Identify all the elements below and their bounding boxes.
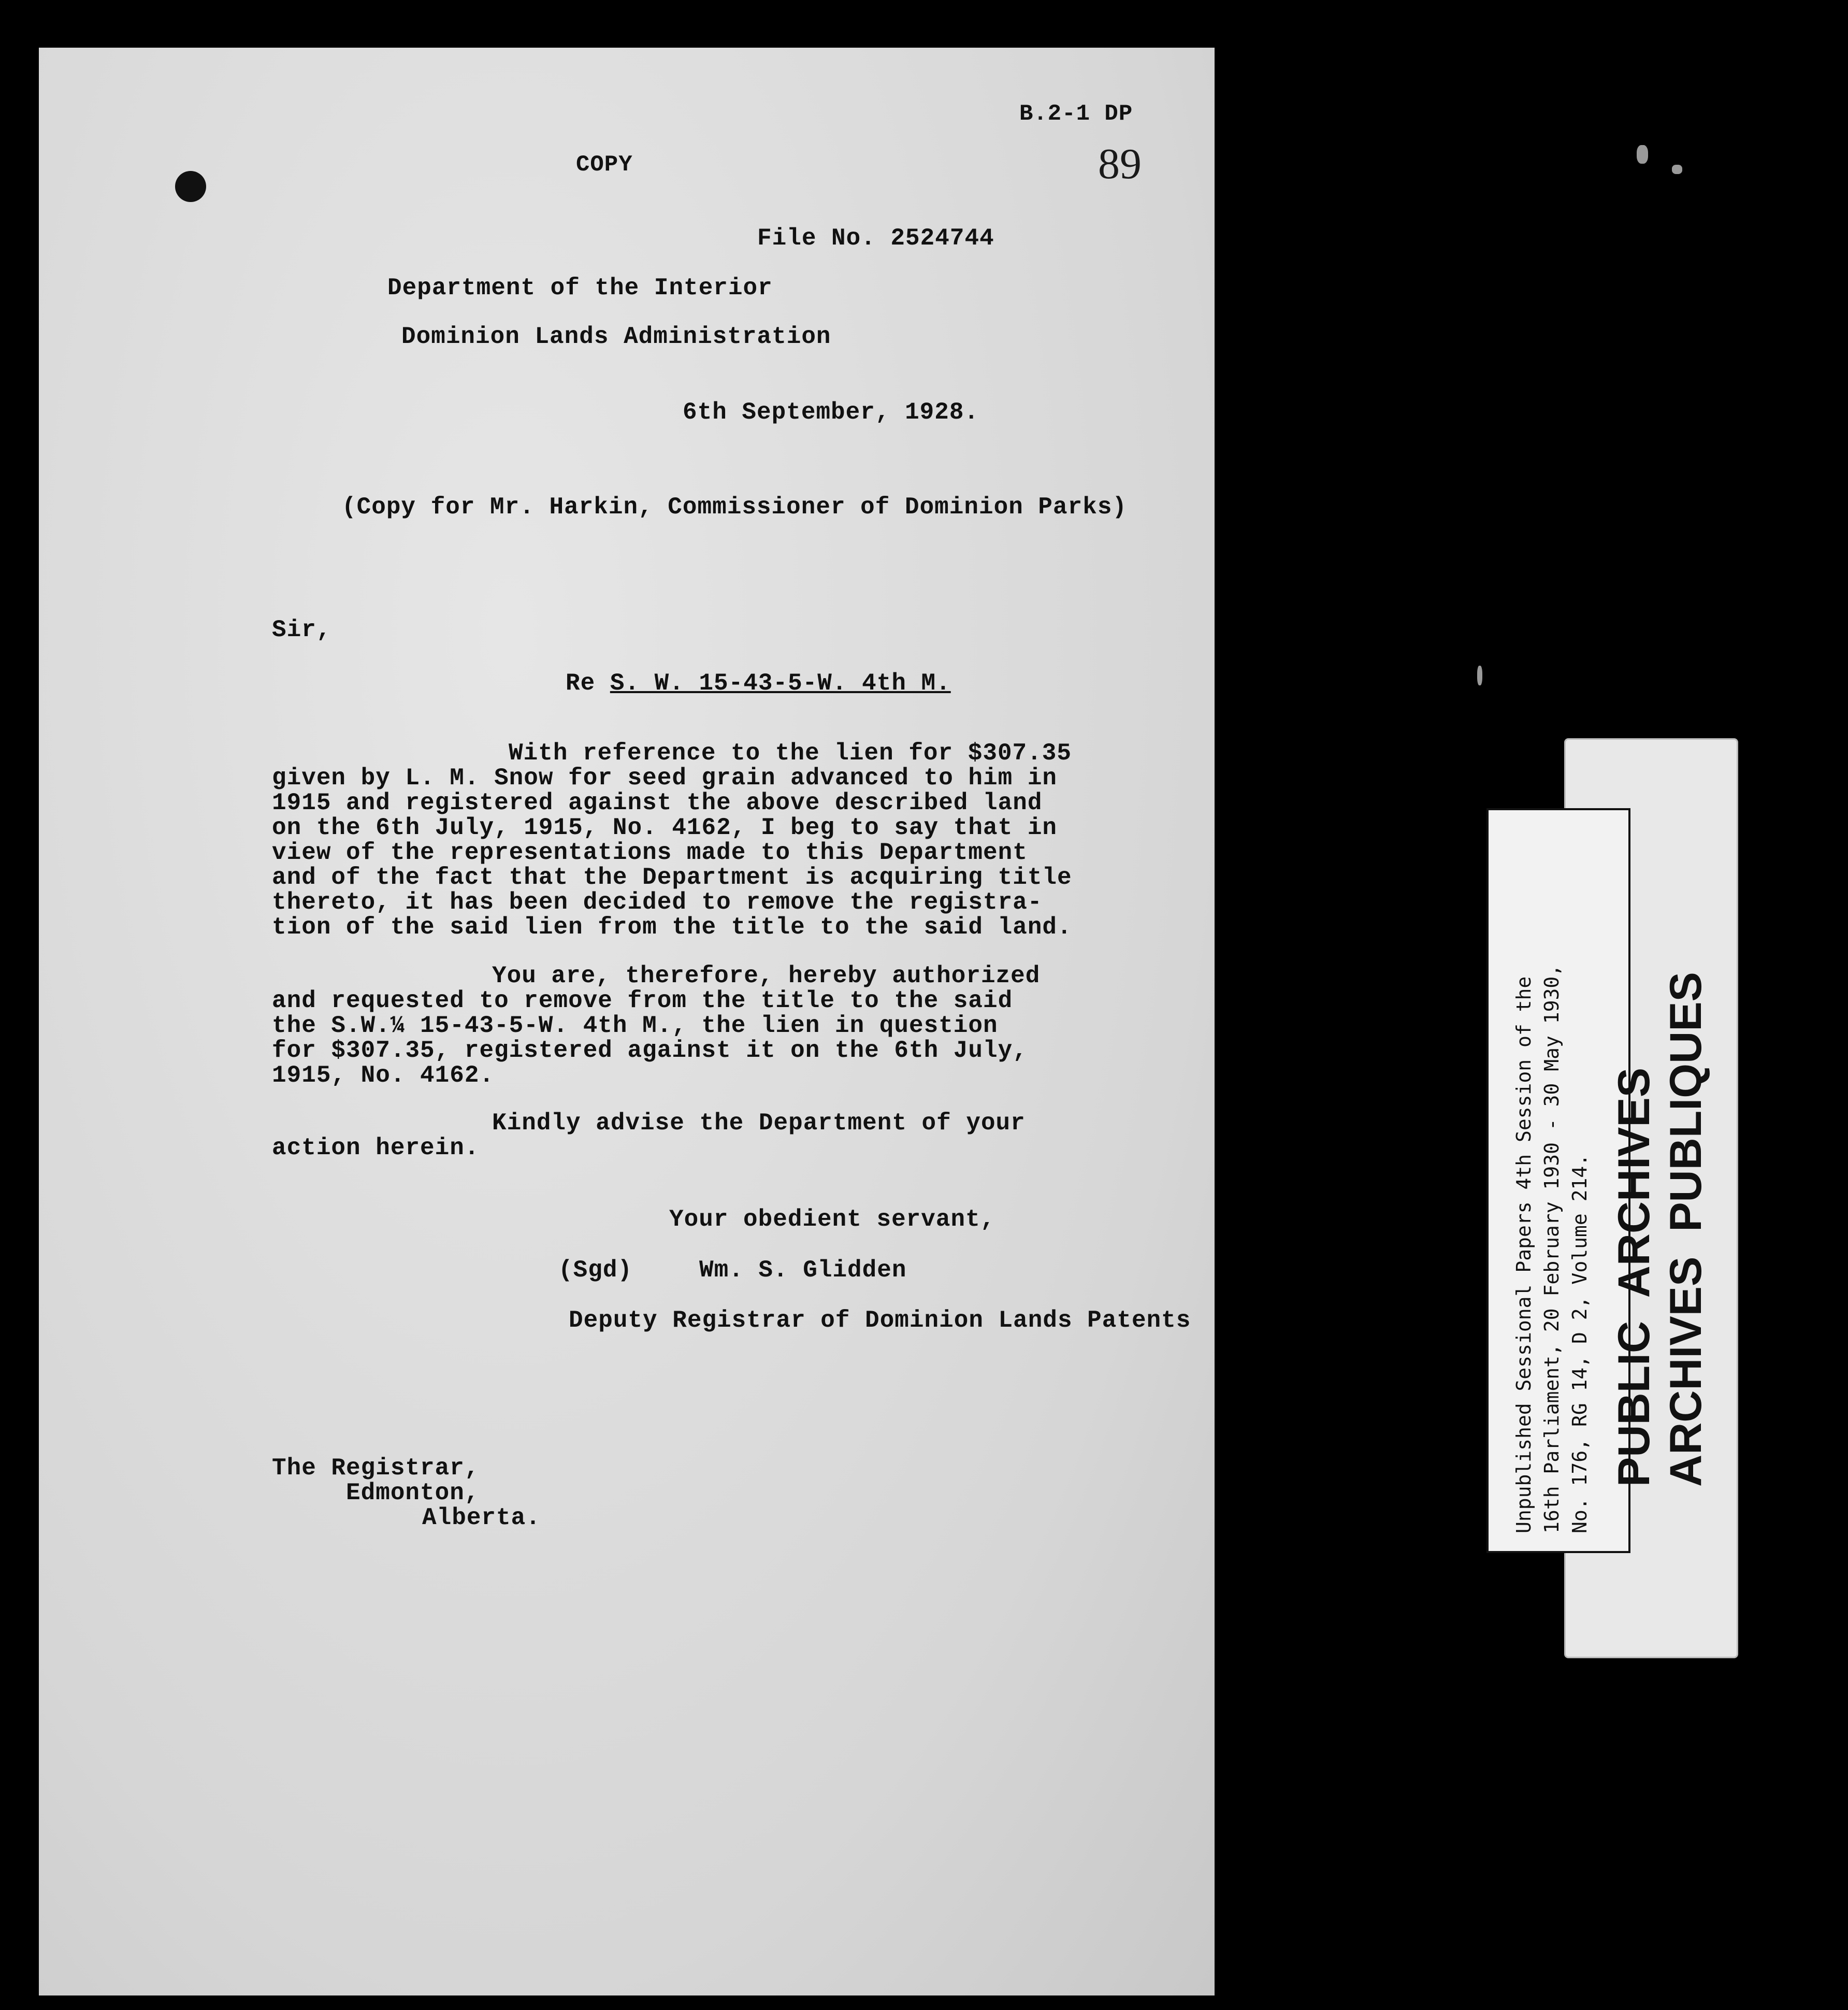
letter-date: 6th September, 1928.	[683, 399, 979, 426]
recipient-line: Alberta.	[422, 1504, 541, 1531]
body-line: Kindly advise the Department of your	[492, 1110, 1026, 1137]
file-number: File No. 2524744	[757, 225, 994, 252]
archive-label-line: 16th Parliament, 20 February 1930 - 30 May 1930,	[1540, 964, 1563, 1533]
body-line: tion of the said lien from the title to the said land.	[272, 914, 1072, 941]
archive-label-text	[1510, 808, 1594, 1533]
valediction: Your obedient servant,	[669, 1206, 995, 1233]
punch-hole	[175, 171, 206, 202]
archive-label-line: No. 176, RG 14, D 2, Volume 214.	[1568, 1154, 1591, 1533]
body-line: for $307.35, registered against it on the 6th July,	[272, 1037, 1028, 1064]
signer-name: Wm. S. Glidden	[699, 1257, 907, 1284]
body-line: thereto, it has been decided to remove the registra-	[272, 889, 1043, 916]
subject-line	[566, 671, 951, 696]
body-line: With reference to the lien for $307.35	[509, 740, 1072, 767]
reference-code: B.2-1 DP	[1019, 101, 1133, 127]
archive-label-line: Unpublished Sessional Papers 4th Session of the	[1512, 976, 1535, 1533]
page-number: 89	[1098, 140, 1142, 188]
body-line: and requested to remove from the title to the said	[272, 987, 1013, 1014]
department-name: Department of the Interior	[387, 275, 773, 302]
archive-stamp-line: PUBLIC ARCHIVES	[1609, 1067, 1659, 1487]
dust-speck	[1477, 666, 1482, 685]
branch-name: Dominion Lands Administration	[401, 323, 831, 350]
subject-land: S. W. 15-43-5-W. 4th M.	[610, 670, 951, 697]
archive-stamp	[1608, 710, 1712, 1487]
dust-speck	[1637, 145, 1648, 164]
copy-note: (Copy for Mr. Harkin, Commissioner of Dominion Parks)	[342, 494, 1128, 521]
body-line: given by L. M. Snow for seed grain advanced to him in	[272, 765, 1058, 792]
body-line: You are, therefore, hereby authorized	[492, 963, 1041, 989]
body-line: 1915 and registered against the above described land	[272, 789, 1043, 816]
subject-prefix: Re	[566, 670, 610, 697]
recipient-line: The Registrar,	[272, 1455, 480, 1482]
dust-speck	[1672, 165, 1682, 174]
archive-stamp-line: ARCHIVES PUBLIQUES	[1661, 972, 1711, 1487]
copy-mark: COPY	[576, 152, 633, 178]
body-line: 1915, No. 4162.	[272, 1062, 495, 1089]
signer-title: Deputy Registrar of Dominion Lands Patents	[569, 1307, 1191, 1334]
body-line: and of the fact that the Department is acquiring title	[272, 864, 1072, 891]
body-line: the S.W.¼ 15-43-5-W. 4th M., the lien in question	[272, 1012, 998, 1039]
signed-mark: (Sgd)	[558, 1257, 633, 1284]
body-line: action herein.	[272, 1135, 480, 1161]
salutation: Sir,	[272, 616, 331, 643]
body-line: on the 6th July, 1915, No. 4162, I beg to say that in	[272, 814, 1058, 841]
body-line: view of the representations made to this Department	[272, 839, 1028, 866]
recipient-line: Edmonton,	[346, 1480, 480, 1506]
